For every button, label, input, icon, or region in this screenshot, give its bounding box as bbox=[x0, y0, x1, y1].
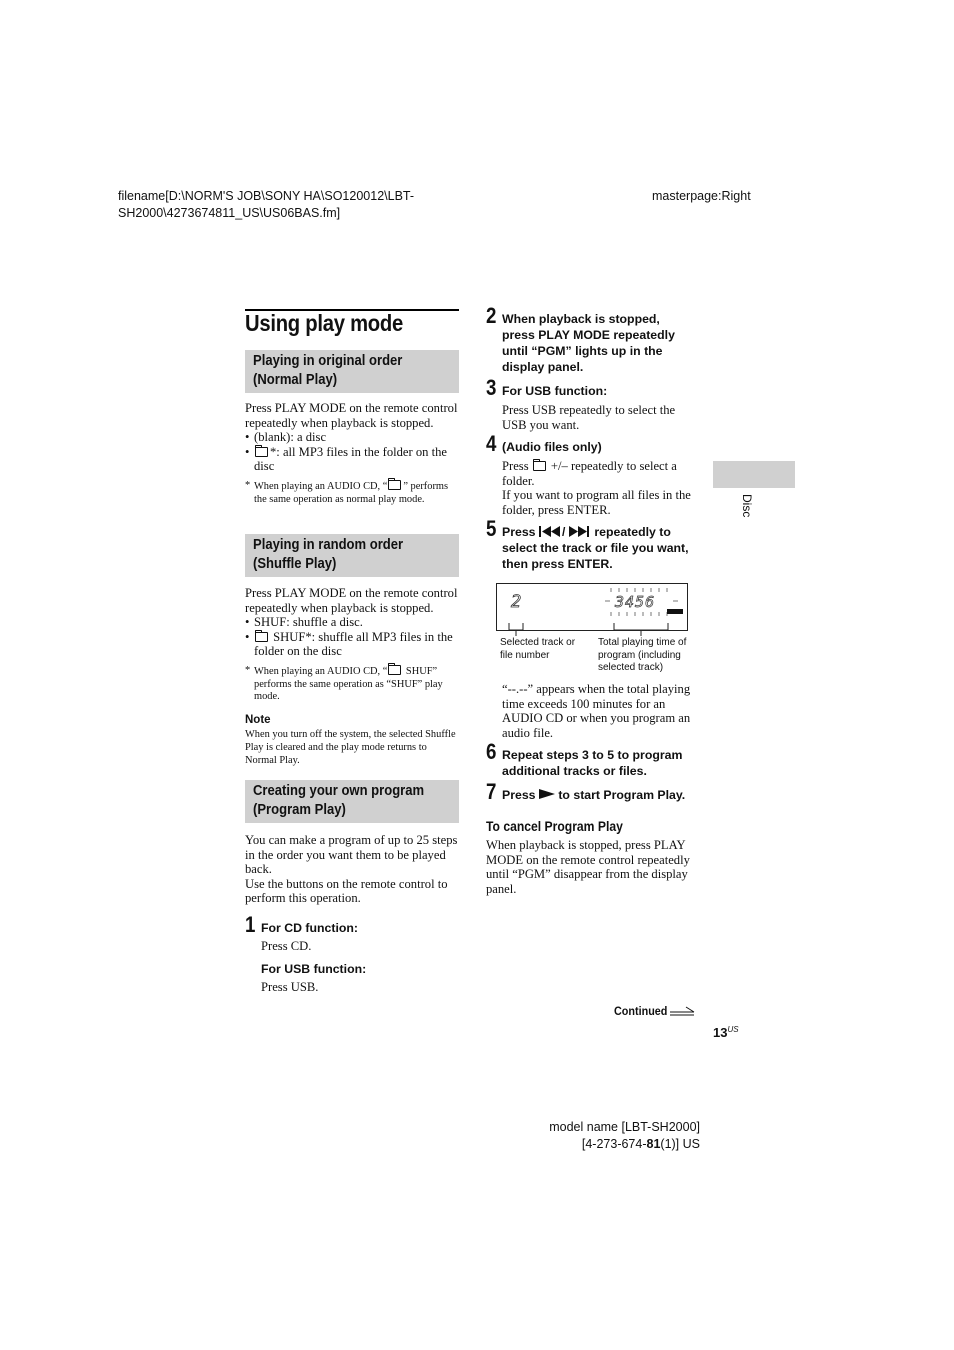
step-1-cd-text: Press CD. bbox=[261, 939, 312, 953]
step-3-heading: For USB function: bbox=[502, 384, 608, 398]
shuffle-play-heading-line-1: Playing in random order bbox=[253, 537, 404, 553]
model-name: model name [LBT-SH2000] bbox=[549, 1120, 700, 1134]
normal-play-heading-line-2: (Normal Play) bbox=[253, 372, 338, 388]
step-4-number: 4 bbox=[486, 431, 497, 456]
caption-selected-track: Selected track or file number bbox=[500, 637, 576, 661]
shuffle-play-bullet-2: SHUF*: shuffle all MP3 files in the folder on the disc bbox=[254, 629, 453, 659]
step-4-text bbox=[502, 459, 696, 517]
display-time-digits: 3456 bbox=[615, 593, 656, 611]
previous-next-icon bbox=[539, 526, 591, 537]
normal-play-heading bbox=[245, 350, 459, 393]
folder-icon bbox=[255, 632, 268, 642]
step-5-heading bbox=[502, 524, 698, 572]
footer-model-info bbox=[500, 1119, 700, 1153]
shuffle-play-heading bbox=[245, 534, 459, 577]
step-5-number: 5 bbox=[486, 516, 497, 541]
page-number-value: 13 bbox=[713, 1025, 728, 1040]
shuffle-play-bullet-1: SHUF: shuffle a disc. bbox=[254, 615, 363, 630]
step-4-heading: (Audio files only) bbox=[502, 440, 602, 454]
cancel-text: When playback is stopped, press PLAY MODE on the remote control repeatedly until “PGM” disappear from the display panel. bbox=[486, 838, 690, 896]
program-play-heading-line-2: (Program Play) bbox=[253, 802, 346, 818]
side-tab bbox=[713, 461, 795, 488]
caption-total-time: Total playing time of program (including selected track) bbox=[598, 637, 687, 673]
note-text: When you turn off the system, the selected Shuffle Play is cleared and the play mode returns to Normal Play. bbox=[245, 729, 456, 766]
normal-play-bullet-2: *: all MP3 files in the folder on the disc bbox=[254, 444, 447, 474]
step-7-heading bbox=[502, 787, 702, 803]
normal-play-intro: Press PLAY MODE on the remote control repeatedly when playback is stopped. bbox=[245, 401, 458, 430]
step-6-number: 6 bbox=[486, 739, 497, 764]
folder-icon bbox=[533, 461, 546, 471]
step-4-text-a: Press bbox=[502, 459, 529, 473]
filename-header bbox=[118, 188, 458, 222]
filename-line-1: filename[D:\NORM'S JOB\SONY HA\SO120012\LBT- bbox=[118, 189, 415, 203]
shuffle-play-body bbox=[245, 586, 459, 767]
caption-leader-lines bbox=[496, 623, 688, 637]
masterpage-header: masterpage:Right bbox=[652, 189, 751, 203]
step-2-heading: When playback is stopped, press PLAY MODE repeatedly until “PGM” lights up in the display panel. bbox=[502, 312, 675, 374]
step-4-text-b: +/– repeatedly to select a folder. bbox=[502, 459, 677, 488]
list-item: • *: all MP3 files in the folder on the disc bbox=[245, 444, 447, 474]
part-number-c: (1)] US bbox=[660, 1137, 700, 1151]
list-item: • SHUF: shuffle a disc. bbox=[245, 615, 363, 630]
play-icon bbox=[539, 789, 555, 799]
step-5-heading-b: repeatedly to select the track or file you want, then press ENTER. bbox=[502, 525, 689, 571]
step-7-number: 7 bbox=[486, 779, 497, 804]
shuffle-play-footnote-b: SHUF” performs the same operation as “SHUF” play mode. bbox=[254, 665, 443, 703]
shuffle-play-footnote-a: When playing an AUDIO CD, “ bbox=[254, 665, 388, 677]
continued-label: Continued bbox=[614, 1004, 668, 1018]
normal-play-footnote-b: ” performs the same operation as normal play mode. bbox=[254, 480, 449, 505]
svg-text:/: / bbox=[561, 526, 566, 537]
part-number-a: [4-273-674- bbox=[581, 1137, 647, 1151]
step-3-text: Press USB repeatedly to select the USB you want. bbox=[502, 403, 676, 432]
normal-play-heading-line-1: Playing in original order bbox=[253, 353, 403, 369]
folder-icon bbox=[388, 665, 401, 675]
step-4-text-2: If you want to program all files in the folder, press ENTER. bbox=[502, 488, 691, 517]
program-play-heading-line-1: Creating your own program bbox=[253, 783, 425, 799]
side-tab-label: Disc bbox=[740, 494, 754, 518]
step-5-text: “--.--” appears when the total playing time exceeds 100 minutes for an AUDIO CD or when you program an audio file. bbox=[502, 682, 691, 740]
shuffle-play-footnote: * When playing an AUDIO CD, “ SHUF” performs the same operation as “SHUF” play mode. bbox=[245, 664, 443, 703]
step-7-heading-b: to start Program Play. bbox=[554, 788, 686, 802]
step-6-heading: Repeat steps 3 to 5 to program additional tracks or files. bbox=[502, 748, 683, 778]
filename-line-2: SH2000\4273674811_US\US06BAS.fm] bbox=[118, 206, 341, 220]
step-1-cd-heading: For CD function: bbox=[261, 921, 358, 935]
folder-icon bbox=[388, 480, 401, 490]
part-number bbox=[500, 1136, 700, 1153]
shuffle-play-heading-line-2: (Shuffle Play) bbox=[253, 556, 337, 572]
page-number bbox=[713, 1025, 739, 1040]
normal-play-footnote-a: When playing an AUDIO CD, “ bbox=[254, 480, 388, 492]
program-play-intro-1: You can make a program of up to 25 steps in the order you want them to be played back. bbox=[245, 833, 458, 877]
continued-arrow-icon bbox=[670, 1006, 696, 1016]
program-play-intro-2: Use the buttons on the remote control to perform this operation. bbox=[245, 876, 448, 906]
step-5-heading-a: Press bbox=[502, 525, 539, 539]
step-1-usb-heading: For USB function: bbox=[261, 962, 367, 976]
shuffle-play-intro: Press PLAY MODE on the remote control repeatedly when playback is stopped. bbox=[245, 586, 458, 615]
display-track-digit: 2 bbox=[511, 592, 522, 612]
page-title: Using play mode bbox=[245, 310, 404, 336]
list-item: • (blank): a disc bbox=[245, 430, 327, 445]
step-3-number: 3 bbox=[486, 375, 497, 400]
program-play-heading bbox=[245, 780, 459, 823]
step-7-heading-a: Press bbox=[502, 788, 539, 802]
cancel-heading: To cancel Program Play bbox=[486, 819, 623, 834]
note-heading: Note bbox=[245, 713, 271, 726]
step-1-number: 1 bbox=[245, 912, 256, 937]
normal-play-bullet-1: (blank): a disc bbox=[254, 430, 327, 445]
folder-icon bbox=[255, 447, 268, 457]
step-1-usb-text: Press USB. bbox=[261, 980, 319, 994]
normal-play-footnote: * When playing an AUDIO CD, “ ” performs the same operation as normal play mode. bbox=[245, 479, 449, 505]
normal-play-body bbox=[245, 401, 459, 506]
list-item: • SHUF*: shuffle all MP3 files in the folder on the disc bbox=[245, 629, 453, 659]
program-play-intro bbox=[245, 833, 459, 906]
part-number-b: 81 bbox=[646, 1137, 661, 1151]
step-2-number: 2 bbox=[486, 303, 497, 328]
page-number-suffix: US bbox=[727, 1025, 739, 1034]
